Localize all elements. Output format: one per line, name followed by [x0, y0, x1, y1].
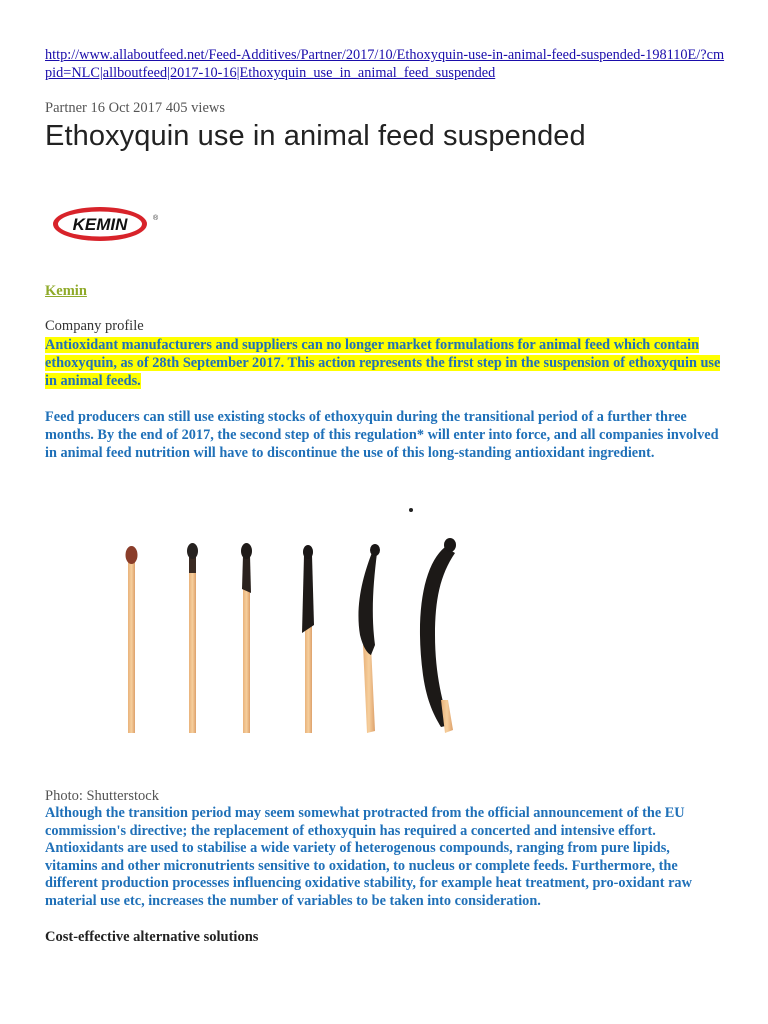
svg-text:KEMIN: KEMIN — [72, 215, 128, 234]
article-title: Ethoxyquin use in animal feed suspended — [45, 120, 586, 152]
kemin-logo — [50, 202, 162, 246]
source-url-link[interactable]: http://www.allaboutfeed.net/Feed-Additives/Partner/2017/10/Ethoxyquin-use-in-animal-feed-suspended-198110E/?cmpid=NLC|allboutfeed|2017-10-16|Ethoxyquin_use_in_animal_feed_suspended — [45, 47, 725, 81]
body-paragraph-2: Feed producers can still use existing stocks of ethoxyquin during the transitional period of a further three months. By the end of 2017, the second step of this regulation* will enter into force, and all companies involved in animal feed nutrition will have to discontinue the use of this long-standing antioxidant ingredient. — [45, 409, 719, 461]
company-profile-label: Company profile — [45, 318, 144, 334]
section-subheading: Cost-effective alternative solutions — [45, 929, 259, 945]
lead-paragraph — [45, 336, 725, 390]
highlighted-text: Antioxidant manufacturers and suppliers can no longer market formulations for animal feed which contain ethoxyquin, as of 28th September 2017. This action represents the first step in the suspension of ethoxyquin use in animal feeds. — [45, 337, 721, 389]
burnt-matches-photo — [105, 505, 485, 745]
company-link[interactable]: Kemin — [45, 283, 87, 299]
body-paragraph-3: Although the transition period may seem somewhat protracted from the official announcement of the EU commission's directive; the replacement of ethoxyquin has required a concerted and intensive effort. Antioxidants are used to stabilise a wide variety of heterogenous compounds, ranging from pure lipids, vitamins and other micronutrients sensitive to oxidation, to nucleus or complete feeds. Furthermore, the different production processes influencing oxidative stability, for example heat treatment, pro-oxidant raw material use etc, increases the number of variables to be taken into consideration. — [45, 805, 692, 909]
photo-caption: Photo: Shutterstock — [45, 788, 159, 804]
svg-text:®: ® — [153, 215, 159, 222]
article-meta: Partner 16 Oct 2017 405 views — [45, 100, 226, 116]
